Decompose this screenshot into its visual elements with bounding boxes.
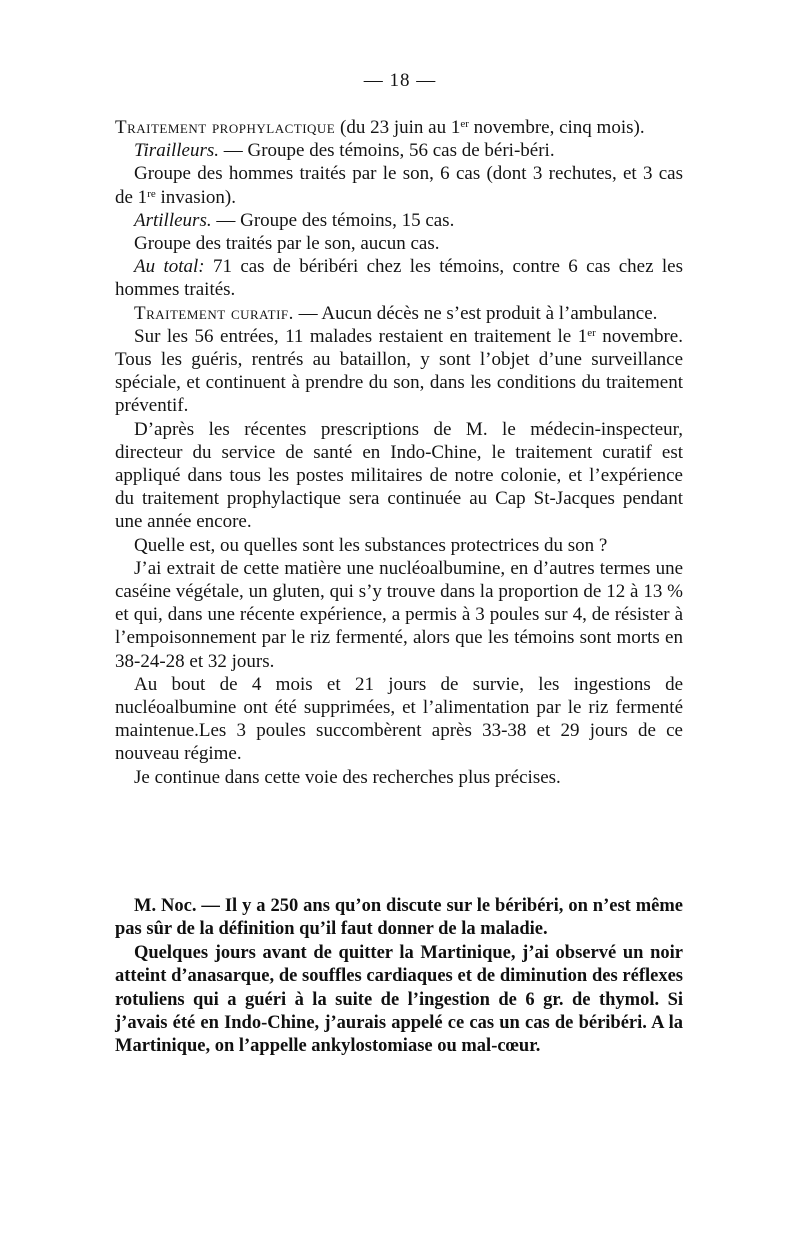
paragraph-question: Quelle est, ou quelles sont les substances protectrices du son ? (134, 534, 608, 556)
noc-text: — Il y a 250 ans qu’on discute sur le béribéri, on n’est même pas sûr de la définition qu’il faut donner de la maladie. (115, 896, 683, 940)
paragraph-survival: Au bout de 4 mois et 21 jours de survie, les ingestions de nucléoalbumine ont été supprimées, et l’alimentation par le riz fermenté maintenue.Les 3 poules succombèrent après 33-38 et 29 jours de ce nouveau régime. (115, 673, 683, 765)
admissions-text: Sur les 56 entrées, 11 malades restaient en traitement le 1 (134, 325, 588, 347)
paragraph-noc (115, 895, 683, 942)
paragraph-artilleurs (115, 209, 683, 232)
paragraph-treated-none (115, 232, 683, 255)
label-total: Au total: (134, 256, 205, 278)
ordinal-superscript: er (460, 118, 469, 130)
ordinal-superscript: re (147, 187, 156, 200)
date-range-text-end: novembre, cinq mois). (468, 117, 645, 138)
section-heading-curative: Traitement curatif. (134, 302, 294, 324)
label-artilleurs: Artilleurs. (134, 209, 212, 231)
paragraph-admissions (115, 325, 683, 418)
tirailleurs-text: — Groupe des témoins, 56 cas de béri-béri. (219, 140, 555, 162)
paragraph-total (115, 255, 683, 301)
paragraph-tirailleurs (115, 139, 683, 162)
paragraph-continue: Je continue dans cette voie des recherches plus précises. (134, 766, 561, 788)
page-number: — 18 — (363, 70, 437, 91)
main-text-section (115, 116, 683, 789)
treated-group-text-end: invasion). (155, 186, 236, 208)
discussion-section (115, 895, 683, 1059)
ordinal-superscript: er (587, 326, 596, 339)
label-tirailleurs: Tirailleurs. (134, 140, 219, 162)
paragraph-martinique: Quelques jours avant de quitter la Martinique, j’ai observé un noir atteint d’anasarque, de souffles cardiaques et de diminution des réflexes rotuliens qui a guéri à la suite de l’ingestion de 6 gr. de thymol. Si j’avais été en Indo-Chine, j’aurais appelé ce cas un cas de béribéri. A la Martinique, on l’appelle ankylostomiase ou mal-cœur. (115, 942, 683, 1057)
treated-none-text: Groupe des traités par le son, aucun cas. (134, 233, 440, 255)
paragraph-prescriptions: D’après les récentes prescriptions de M. le médecin-inspecteur, directeur du service de santé en Indo-Chine, le traitement curatif est appliqué dans tous les postes militaires de notre colonie, et l’expérience du traitement prophylactique sera continuée au Cap St-Jacques pendant une année encore. (115, 418, 683, 533)
paragraph-nucleoalbumin: J’ai extrait de cette matière une nucléoalbumine, en d’autres termes une caséine végétale, un gluten, qui s’y trouve dans la proportion de 12 à 13 % et qui, dans une récente expérience, a permis à 3 poules sur 4, de résister à l’empoisonnement par le riz fermenté, alors que les témoins sont morts en 38-24-28 et 32 jours. (115, 557, 683, 672)
paragraph-prophylactic-heading (115, 116, 683, 139)
paragraph-curative-heading (115, 302, 683, 325)
curative-text: — Aucun décès ne s’est produit à l’ambulance. (293, 302, 658, 324)
admissions-text-end: novembre. Tous les guéris, rentrés au bataillon, y sont l’objet d’une surveillance spéciale, et continuent à prendre du son, dans les conditions du traitement préventif. (115, 325, 683, 417)
total-text: 71 cas de béribéri chez les témoins, contre 6 cas chez les hommes traités. (115, 256, 683, 301)
treated-group-text: Groupe des hommes traités par le son, 6 cas (dont 3 rechutes, et 3 cas de 1 (115, 163, 683, 208)
section-heading-prophylactic: Traitement prophylactique (115, 117, 336, 138)
date-range-text: (du 23 juin au 1 (335, 117, 461, 138)
artilleurs-text: — Groupe des témoins, 15 cas. (211, 209, 455, 231)
paragraph-treated-group (115, 162, 683, 208)
speaker-noc: M. Noc. (134, 896, 197, 916)
